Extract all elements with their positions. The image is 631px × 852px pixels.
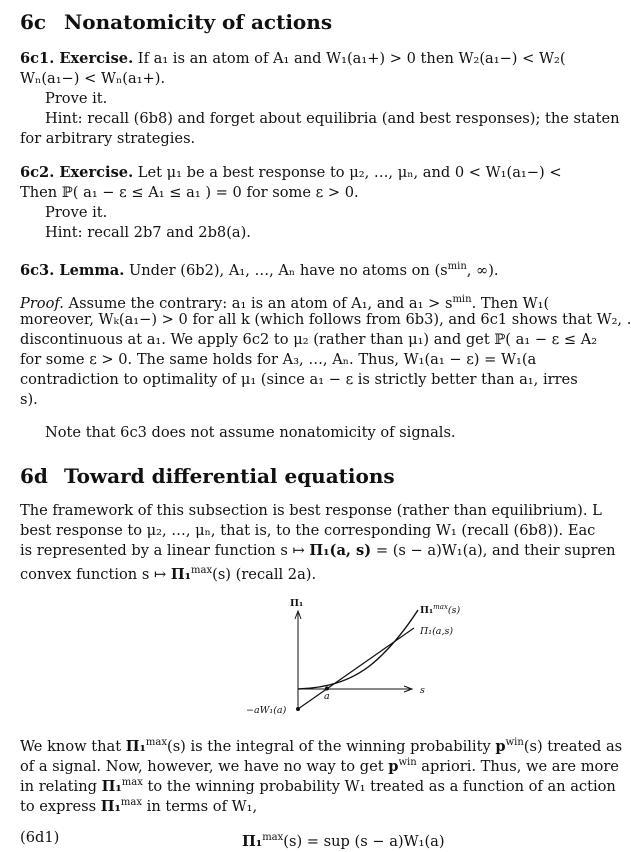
note-6c3: Note that 6c3 does not assume nonatomicity of signals. <box>45 424 456 441</box>
paragraph-6d-line-1: The framework of this subsection is best response (rather than equilibrium). L <box>20 502 602 519</box>
p-symbol: p <box>388 757 399 775</box>
curve-label-arg: (s) <box>447 605 461 616</box>
intercept-point <box>296 707 300 711</box>
text-span: in relating <box>20 777 102 795</box>
proof-line-5: contradiction to optimality of μ₁ (since a₁ − ε is strictly better than a₁, irres <box>20 371 578 388</box>
section-number: 6d <box>20 464 48 488</box>
proof-line-6: s). <box>20 391 38 408</box>
exercise-label: 6c2. Exercise. <box>20 164 134 181</box>
pi-symbol: Π₁ <box>125 737 146 755</box>
text-span: is represented by a linear function s ↦ <box>20 542 310 559</box>
equation-6d1-label: (6d1) <box>20 829 60 846</box>
exercise-6c2-hint: Hint: recall 2b7 and 2b8(a). <box>45 224 251 241</box>
lemma-sup: min <box>447 261 467 272</box>
text-span: to express <box>20 797 101 815</box>
superscript: win <box>398 757 417 768</box>
curve-label-sup: max <box>433 603 448 611</box>
curve-label-pi: Π₁ <box>420 605 434 616</box>
exercise-6c2-prove: Prove it. <box>45 204 108 221</box>
figure <box>295 610 418 711</box>
text-span: = (s − a)W₁(a), and their supren <box>371 542 616 559</box>
pi-symbol: Π₁ <box>170 565 192 583</box>
text-span: in terms of W₁, <box>142 797 258 815</box>
figure-labels <box>246 598 460 716</box>
equation-rhs: (s) = sup (s − a)W₁(a) <box>283 832 445 850</box>
proof-line-2: moreover, Wₖ(a₁−) > 0 for all k (which follows from 6b3), and 6c1 shows that W₂, . <box>20 311 631 328</box>
point-label: a <box>324 691 330 702</box>
text-span: apriori. Thus, we are more <box>416 757 619 775</box>
pi-symbol: Π₁(a, s) <box>309 542 372 559</box>
exercise-6c1-line-2: Wₙ(a₁−) < Wₙ(a₁+). <box>20 70 166 87</box>
pi-symbol: Π₁ <box>100 797 121 815</box>
proof-text: Assume the contrary: a₁ is an atom of A₁, and a₁ > s <box>63 294 453 312</box>
proof-sup: min <box>452 294 472 305</box>
superscript: max <box>191 565 213 576</box>
text-span: (s) is the integral of the winning probability <box>167 737 496 755</box>
lemma-label: 6c3. Lemma. <box>20 261 125 279</box>
line-label: Π₁(a,s) <box>420 626 454 637</box>
p-symbol: p <box>495 737 506 755</box>
text-span: convex function s ↦ <box>20 565 171 583</box>
section-number: 6c <box>20 10 47 34</box>
proof-line-3: discontinuous at a₁. We apply 6c2 to μ₂ (rather than μ₁) and get ℙ( a₁ − ε ≤ A₂ <box>20 331 598 348</box>
text-span: (s) (recall 2a). <box>212 565 317 583</box>
superscript: max <box>262 832 284 843</box>
pi-symbol: Π₁ <box>101 777 122 795</box>
pi-max-curve <box>298 610 418 689</box>
intercept-label: −aW₁(a) <box>246 705 287 716</box>
paragraph-6d-line-2: best response to μ₂, …, μₙ, that is, to the corresponding W₁ (recall (6b8)). Eac <box>20 522 596 539</box>
x-axis-label: s <box>420 685 425 696</box>
pi-line <box>298 628 414 709</box>
text-span: (s) treated as <box>523 737 623 755</box>
text-span: We know that <box>20 737 126 755</box>
lemma-text: Under (6b2), A₁, …, Aₙ have no atoms on (s <box>124 261 448 279</box>
pi-symbol: Π₁ <box>242 832 263 850</box>
superscript: max <box>120 797 143 808</box>
text-span: of a signal. Now, however, we have no way to get <box>20 757 389 775</box>
exercise-6c1-hint-cont: for arbitrary strategies. <box>20 130 196 147</box>
text-span: to the winning probability W₁ treated as a function of an action <box>142 777 616 795</box>
superscript: win <box>505 737 524 748</box>
exercise-6c1-prove: Prove it. <box>45 90 108 107</box>
exercise-text: Let μ₁ be a best response to μ₂, …, μₙ, and 0 < W₁(a₁−) < <box>133 164 562 181</box>
proof-text-end: . Then W₁( <box>471 294 550 312</box>
exercise-6c2-line-2: Then ℙ( a₁ − ε ≤ A₁ ≤ a₁ ) = 0 for some ε > 0. <box>20 184 359 201</box>
superscript: max <box>121 777 143 788</box>
proof-label: Proof. <box>20 294 64 312</box>
exercise-6c1-hint: Hint: recall (6b8) and forget about equilibria (and best responses); the staten <box>45 110 620 127</box>
lemma-text-end: , ∞). <box>466 261 499 279</box>
section-title: Nonatomicity of actions <box>64 10 333 34</box>
section-title: Toward differential equations <box>64 464 395 488</box>
curve-label <box>420 603 460 616</box>
exercise-text: If a₁ is an atom of A₁ and W₁(a₁+) > 0 then W₂(a₁−) < W₂( <box>133 50 566 67</box>
tangency-point <box>325 687 329 691</box>
y-axis-label: Π₁ <box>290 598 304 609</box>
exercise-label: 6c1. Exercise. <box>20 50 134 67</box>
proof-line-4: for some ε > 0. The same holds for A₃, …, Aₙ. Thus, W₁(a₁ − ε) = W₁(a <box>20 351 537 368</box>
superscript: max <box>145 737 167 748</box>
